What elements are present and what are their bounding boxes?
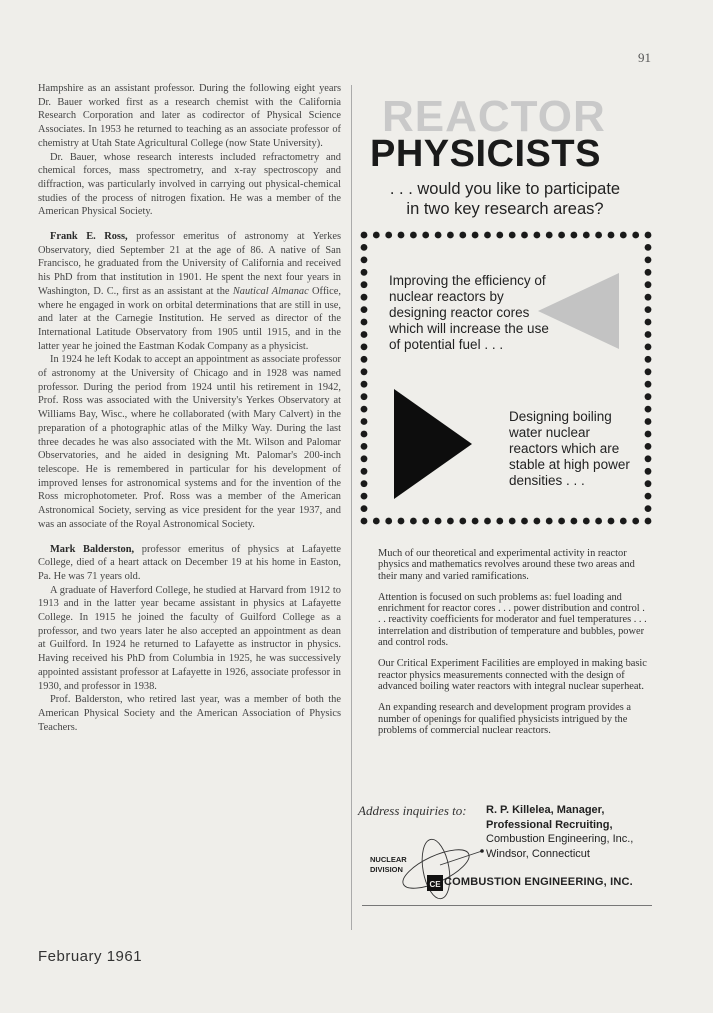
contact-line-2: Professional Recruiting, (486, 818, 613, 831)
border-dot (459, 232, 466, 239)
border-dot (645, 418, 652, 425)
page-number: 91 (638, 50, 651, 65)
border-dot (620, 232, 627, 239)
atom-logo-icon (396, 837, 486, 907)
ad-body-paragraph-1: Much of our theoretical and experimental activity in reactor physics and mathematics revolves around these two areas and their many and varied ramifications. (378, 548, 635, 582)
border-dot (645, 505, 652, 512)
border-dot (361, 468, 368, 475)
border-dot (361, 281, 368, 288)
inquiries-label: Address inquiries to: (358, 803, 467, 818)
border-dot (361, 480, 368, 487)
border-dot (422, 232, 429, 239)
nuclear-division-label (370, 855, 407, 875)
border-dot (484, 518, 491, 525)
border-dot (645, 468, 652, 475)
border-dot (645, 306, 652, 313)
balderston-paragraph-1 (38, 543, 341, 584)
border-dot (410, 518, 417, 525)
ross-text-italic: Nautical Almanac (232, 285, 309, 297)
ross-text-b: Office, where he engaged in work on orbital determinations that are still in use, and later at the Carnegie Institution. He served as director of the International Latitude Observatory from 1905 until 1915, and in the latter year he joined the Eastman Kodak Company as a physicist. (38, 285, 341, 352)
border-dot (595, 518, 602, 525)
bauer-paragraph-1: Hampshire as an assistant professor. During the following eight years Dr. Bauer worked first as a research chemist with the California Research Corporation and later as codirector of Physical Science Associates. In 1953 he returned to teaching as an associate professor of chemistry at Utah State Agricultural College (now State University). (38, 83, 341, 149)
border-dot (361, 455, 368, 462)
border-dot (645, 381, 652, 388)
division-line-1: NUCLEAR (370, 855, 407, 864)
column-divider (351, 85, 352, 930)
border-dot (361, 331, 368, 338)
border-dot (558, 232, 565, 239)
ross-paragraph-1 (38, 230, 341, 353)
right-pointing-triangle-icon (394, 389, 472, 499)
border-dot (361, 356, 368, 363)
border-dot (558, 518, 565, 525)
border-dot (484, 232, 491, 239)
border-dot (361, 493, 368, 500)
border-dot (521, 518, 528, 525)
border-dot (521, 232, 528, 239)
border-dot (373, 518, 380, 525)
border-dot (571, 518, 578, 525)
border-dot (361, 368, 368, 375)
border-dot (645, 480, 652, 487)
border-dot (361, 306, 368, 313)
border-dot (385, 518, 392, 525)
border-dot (472, 518, 479, 525)
border-dot (361, 257, 368, 264)
border-dot (534, 518, 541, 525)
border-dot (645, 294, 652, 301)
inquiries-block (358, 797, 658, 917)
border-dot (422, 518, 429, 525)
border-dot (645, 393, 652, 400)
contact-line-4: Windsor, Connecticut (486, 847, 590, 860)
border-dot (645, 281, 652, 288)
border-dot (361, 518, 368, 525)
balderston-text: professor emeritus of physics at Lafayette College, died of a heart attack on December 19 at his home in Easton, Pa. He was 71 years old. (38, 543, 341, 582)
ad-bottom-rule (362, 905, 652, 906)
border-dot (645, 331, 652, 338)
border-dot (361, 232, 368, 239)
border-dot (645, 518, 652, 525)
border-dot (459, 518, 466, 525)
border-dot (645, 344, 652, 351)
border-dot (645, 319, 652, 326)
ross-name: Frank E. Ross, (50, 231, 128, 243)
border-dot (361, 244, 368, 251)
company-name: COMBUSTION ENGINEERING, INC. (444, 876, 633, 888)
border-dot (447, 518, 454, 525)
bauer-paragraph-2: Dr. Bauer, whose research interests included refractometry and chemical forces, mass spectrometry, and x-ray spectroscopy and diffraction, was particularly involved in carrying out physical-chemical studies of the process of nitrogen fixation. He was a member of the American Physical Society. (38, 151, 341, 218)
issue-date-footer: February 1961 (38, 948, 143, 965)
border-dot (398, 518, 405, 525)
border-dot (361, 406, 368, 413)
border-dot (361, 393, 368, 400)
contact-address (486, 803, 633, 861)
border-dot (361, 418, 368, 425)
border-dot (645, 431, 652, 438)
border-dot (595, 232, 602, 239)
balderston-name: Mark Balderston, (50, 543, 135, 555)
border-dot (571, 232, 578, 239)
border-dot (361, 381, 368, 388)
ad-body (378, 548, 650, 746)
border-dot (361, 344, 368, 351)
border-dot (608, 232, 615, 239)
border-dot (546, 232, 553, 239)
division-line-2: DIVISION (370, 865, 403, 874)
border-dot (496, 232, 503, 239)
border-dot (620, 518, 627, 525)
ad-body-paragraph-4: An expanding research and development program provides a number of openings for qualified physicists intrigued by the problems of commercial nuclear reactors. (378, 702, 632, 736)
border-dot (361, 443, 368, 450)
border-dot (632, 518, 639, 525)
border-dot (645, 356, 652, 363)
border-dot (645, 493, 652, 500)
ad-body-paragraph-3: Our Critical Experiment Facilities are employed in making basic reactor physics measurements connected with the design of advanced boiling water reactors with integral nuclear superheat. (378, 658, 647, 692)
border-dot (645, 244, 652, 251)
border-dot (373, 232, 380, 239)
border-dot (398, 232, 405, 239)
contact-line-3: Combustion Engineering, Inc., (486, 833, 634, 846)
border-dot (509, 232, 516, 239)
border-dot (361, 431, 368, 438)
ross-text-a: professor emeritus of astronomy at Yerkes Observatory, died September 21 at the age of 86. A native of San Francisco, he graduated from the University of California and received his PhD from that institution in 1901. He spent the next four years in Washington, D. C., first as an assistant at the (38, 231, 341, 297)
research-area-1: Improving the efficiency of nuclear reactors by designing reactor cores which will increase the use of potential fuel . . . (389, 273, 549, 352)
border-dot (435, 232, 442, 239)
border-dot (447, 232, 454, 239)
research-areas-box (358, 229, 654, 527)
border-dot (361, 505, 368, 512)
border-dot (385, 232, 392, 239)
border-dot (534, 232, 541, 239)
contact-line-1: R. P. Killelea, Manager, (486, 804, 605, 816)
ad-body-paragraph-2: Attention is focused on such problems as: fuel loading and enrichment for reactor cores . . . power distribution and control . . . reactivity coefficients for moderator and fuel temperatures . . . interrelation and distribution of temperature and bubbles, power and control rods. (378, 591, 647, 649)
border-dot (509, 518, 516, 525)
border-dot (546, 518, 553, 525)
research-area-2: Designing boiling water nuclear reactors which are stable at high power densities . . . (509, 409, 630, 488)
border-dot (361, 269, 368, 276)
border-dot (583, 232, 590, 239)
border-dot (632, 232, 639, 239)
tagline-line-1: . . . would you like to participate (389, 180, 621, 198)
border-dot (361, 294, 368, 301)
border-dot (645, 257, 652, 264)
headline-reactor: REACTOR (382, 92, 606, 141)
border-dot (410, 232, 417, 239)
obituaries-column (38, 82, 341, 734)
border-dot (583, 518, 590, 525)
border-dot (645, 232, 652, 239)
border-dot (472, 232, 479, 239)
balderston-paragraph-2: A graduate of Haverford College, he studied at Harvard from 1912 to 1913 and in the latter year became assistant in physics at Lafayette College. In 1915 he joined the faculty of Guilford College as a professor, and two years later he also accepted an appointment as dean at Guilford. In 1924 he returned to Lafayette as instructor in physics. Having received his PhD from Columbia in 1925, he was successively appointed assistant professor at Lafayette in 1926, associate professor in 1930, and professor in 1938. (38, 584, 341, 692)
tagline (360, 179, 650, 219)
headline-physicists: PHYSICISTS (370, 133, 601, 175)
border-dot (361, 319, 368, 326)
border-dot (496, 518, 503, 525)
balderston-paragraph-3: Prof. Balderston, who retired last year, was a member of both the American Physical Society and the American Association of Physics Teachers. (38, 694, 341, 733)
border-dot (645, 368, 652, 375)
border-dot (645, 269, 652, 276)
border-dot (645, 443, 652, 450)
border-dot (435, 518, 442, 525)
border-dot (645, 455, 652, 462)
border-dot (645, 406, 652, 413)
border-dot (608, 518, 615, 525)
ce-logo-text: CE (429, 880, 441, 889)
ross-paragraph-2: In 1924 he left Kodak to accept an appointment as associate professor of astronomy at the University of Chicago and in 1928 was named professor. During the period from 1924 until his retirement in 1942, Prof. Ross was associated with the University's Yerkes Observatory at Williams Bay, Wisc., where he collaborated (with Mary Calvert) in the preparation of a photographic atlas of the Milky Way. During the last three decades he was also associated with the Mt. Wilson and Palomar Observatories, and he aided in designing Mt. Palomar's 200-inch telescope. He is remembered in particular for his development of improved lenses for astronomical systems and for the invention of the Ross microphotometer. Prof. Ross was a member of the American Astronomical Society, serving as vice president for the year 1937, and was an associate of the Royal Astronomical Society. (38, 354, 341, 530)
tagline-line-2: in two key research areas? (406, 200, 604, 218)
